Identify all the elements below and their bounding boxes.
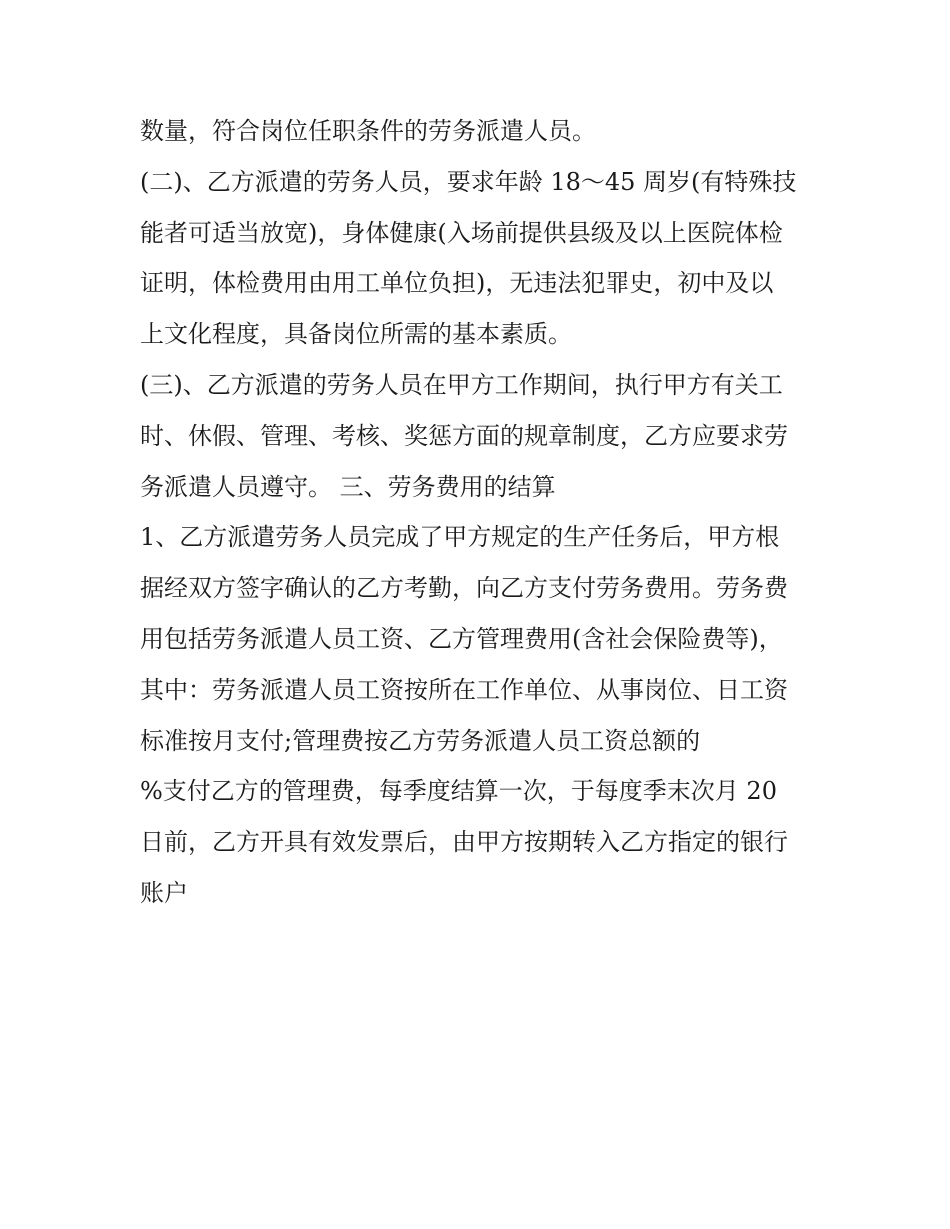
text-line-11: 用包括劳务派遣人员工资、乙方管理费用(含社会保险费等)， — [140, 624, 783, 653]
text-line-12: 其中：劳务派遣人员工资按所在工作单位、从事岗位、日工资 — [140, 675, 788, 704]
text-line-1: 数量，符合岗位任职条件的劳务派遣人员。 — [140, 117, 596, 145]
text-line-10: 据经双方签字确认的乙方考勤，向乙方支付劳务费用。劳务费 — [140, 574, 788, 603]
text-line-13: 标准按月支付;管理费按乙方劳务派遣人员工资总额的 — [140, 726, 701, 755]
text-line-7: 时、休假、管理、考核、奖惩方面的规章制度，乙方应要求劳 — [140, 421, 788, 450]
text-line-15: 日前，乙方开具有效发票后，由甲方按期转入乙方指定的银行 — [140, 828, 788, 857]
text-line-9: 1、乙方派遣劳务人员完成了甲方规定的生产任务后，甲方根 — [140, 523, 780, 552]
text-line-3: 能者可适当放宽)，身体健康(入场前提供县级及以上医院体检 — [140, 218, 783, 247]
text-line-5: 上文化程度，具备岗位所需的基本素质。 — [140, 320, 572, 349]
text-line-6: (三)、乙方派遣的劳务人员在甲方工作期间，执行甲方有关工 — [140, 370, 783, 399]
text-line-16: 账户 — [140, 878, 188, 907]
text-line-2: (二)、乙方派遣的劳务人员，要求年龄 18～45 周岁(有特殊技 — [140, 167, 797, 196]
text-line-8: 务派遣人员遵守。 三、劳务费用的结算 — [140, 472, 556, 501]
text-line-14: %支付乙方的管理费，每季度结算一次，于每度季末次月 20 — [140, 777, 777, 806]
text-line-4: 证明，体检费用由用工单位负担)，无违法犯罪史，初中及以 — [140, 269, 774, 298]
document-body — [140, 106, 830, 919]
